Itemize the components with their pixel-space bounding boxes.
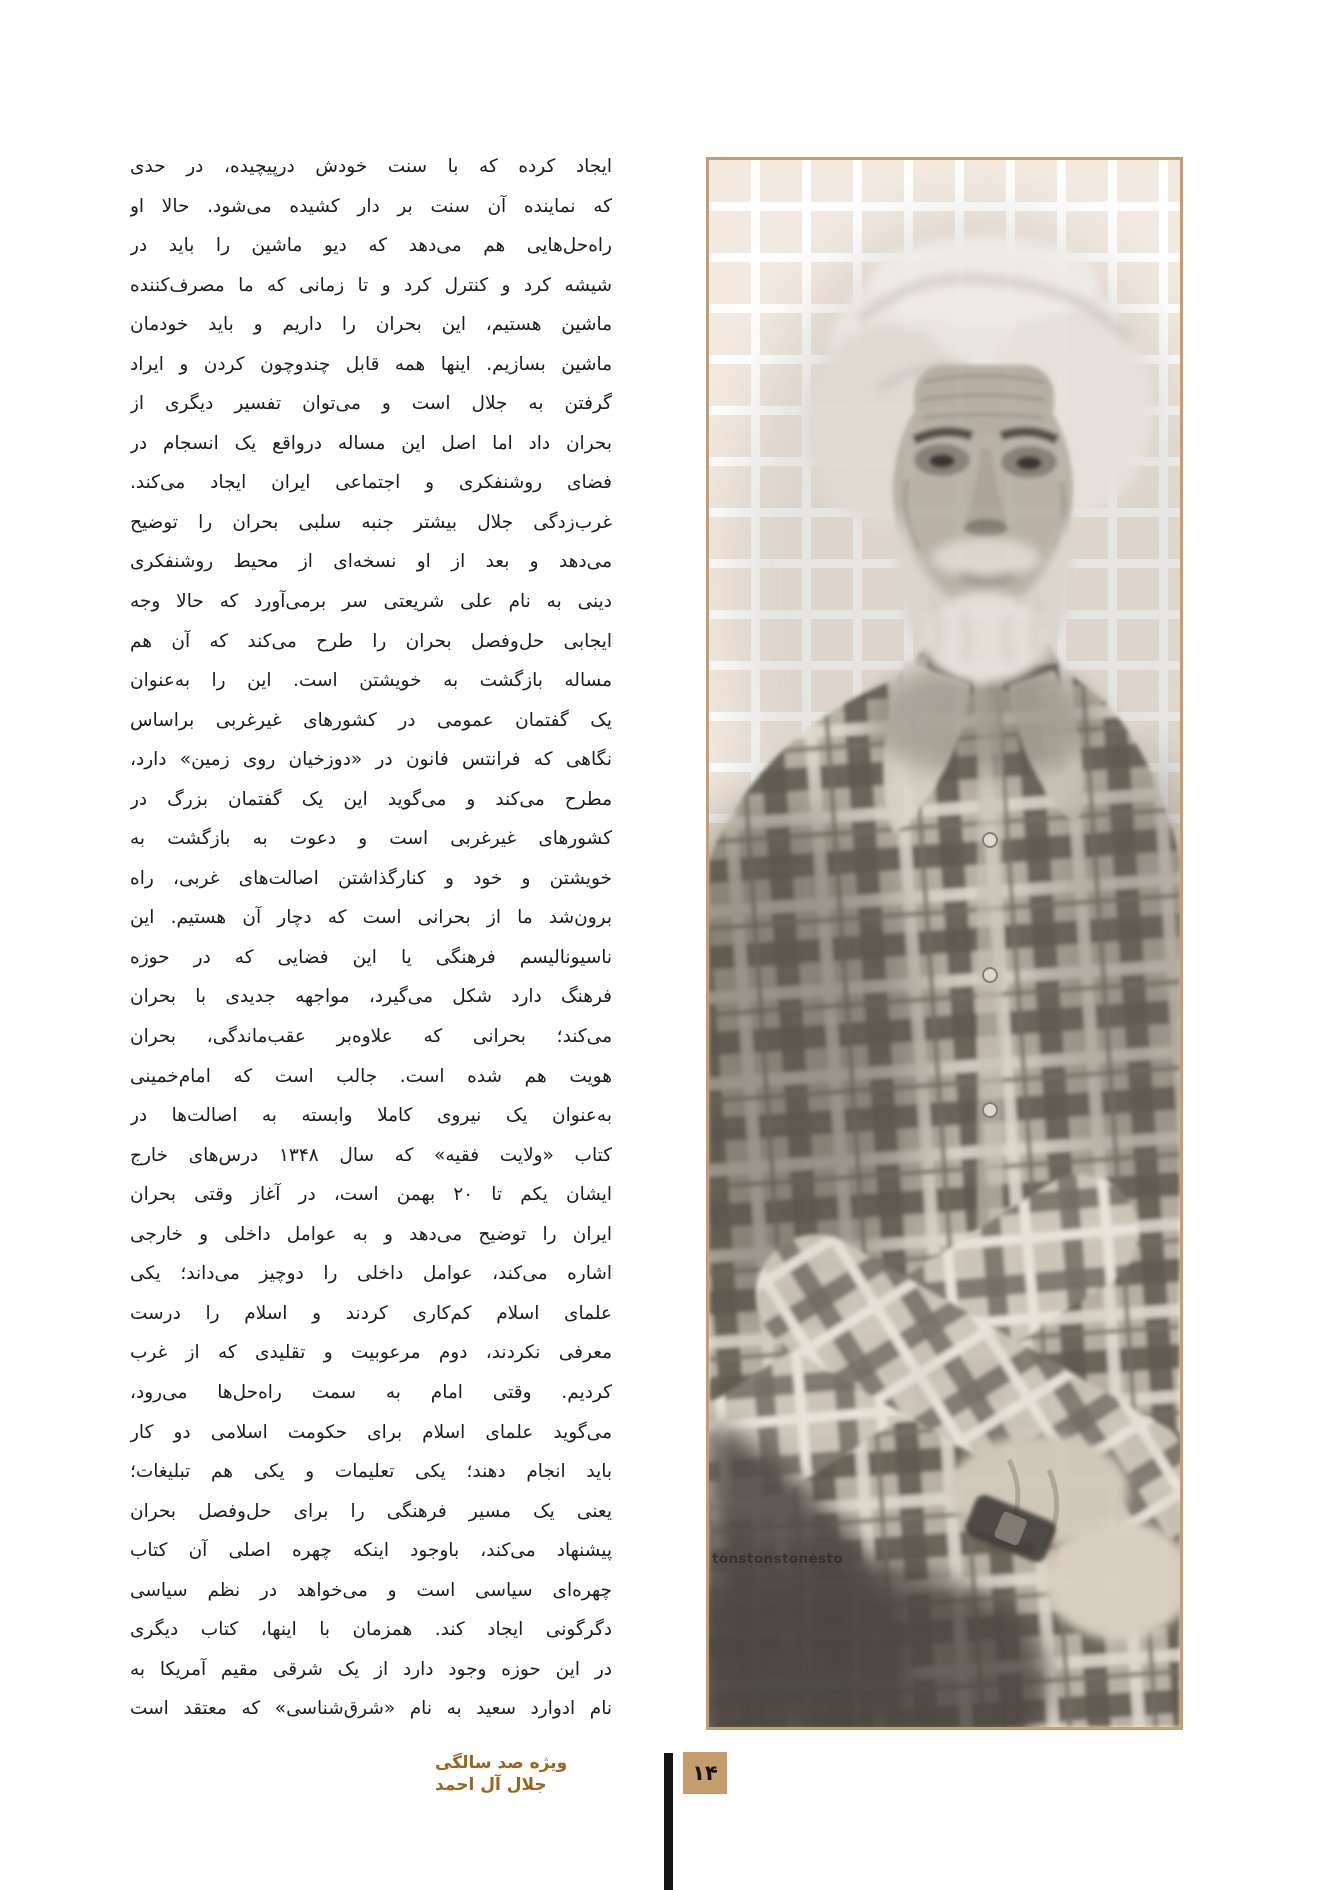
text-line: نام ادوارد سعید به نام «شرق‌شناسی» که معتقد است [130, 1698, 612, 1720]
text-line: در این حوزه وجود دارد از یک شرقی مقیم آمریکا به [130, 1658, 612, 1680]
text-line: ناسیونالیسم فرهنگی یا این فضایی که در حوزه [130, 946, 612, 968]
text-line: دینی به نام علی شریعتی سر برمی‌آورد که حالا وجه [130, 591, 612, 613]
text-line: باید انجام دهند؛ یکی تعلیمات و یکی هم تبلیغات؛ [130, 1461, 612, 1483]
text-line: ایجاد کرده که با سنت خودش درپیچیده، در حدی [130, 156, 612, 177]
text-line: گرفتن به جلال است و می‌توان تفسیر دیگری از [130, 393, 612, 415]
text-line: اشاره می‌کند، عوامل داخلی را دوچیز می‌داند؛ یکی [130, 1263, 612, 1285]
text-line: چهره‌ای سیاسی است و می‌خواهد در نظم سیاسی [130, 1579, 612, 1601]
text-line: برون‌شد ما از بحرانی است که دچار آن هستیم. این [130, 907, 612, 929]
footer-label-line2: جلال آل احمد [435, 1775, 547, 1795]
text-line: ایشان یکم تا ۲۰ بهمن است، در آغاز وقتی بحران [130, 1184, 612, 1206]
text-line: غرب‌زدگی جلال بیشتر جنبه سلبی بحران را توضیح [130, 511, 612, 533]
text-line: فرهنگ دارد شکل می‌گیرد، مواجهه جدیدی با بحران [130, 986, 612, 1008]
text-line: کردیم. وقتی امام به سمت راه‌حل‌ها می‌رود، [130, 1381, 612, 1403]
text-line: علمای اسلام کم‌کاری کردند و اسلام را درست [130, 1302, 612, 1324]
text-line: هویت هم شده است. جالب است که امام‌خمینی [130, 1065, 612, 1087]
text-line: دگرگونی ایجاد کند. همزمان با اینها، کتاب دیگری [130, 1619, 612, 1641]
text-line: ایران را توضیح می‌دهد و به عوامل داخلی و خارجی [130, 1223, 612, 1245]
text-line: می‌گوید علمای اسلام برای حکومت اسلامی دو کار [130, 1421, 612, 1443]
text-line: ماشین هستیم، این بحران را داریم و باید خودمان [130, 314, 612, 336]
text-line: ایجابی حل‌وفصل بحران را طرح می‌کند که آن هم [130, 630, 612, 652]
text-line: کتاب «ولایت فقیه» که سال ۱۳۴۸ درس‌های خارج [130, 1144, 612, 1166]
text-line: معرفی نکردند، دوم مرعوبیت و تقلیدی که از غرب [130, 1342, 612, 1364]
article-text-column [130, 147, 612, 1729]
portrait-group [709, 210, 1180, 1727]
text-line: نگاهی که فرانتس فانون در «دوزخیان روی زمین» دارد، [130, 749, 612, 771]
photo-watermark: tonstonstonesto [712, 1551, 844, 1567]
text-line: یک گفتمان عمومی در کشورهای غیرغربی براساس [130, 709, 612, 731]
text-line: پیشنهاد می‌کند، باوجود اینکه چهره اصلی آن کتاب [130, 1540, 612, 1562]
portrait-photo [706, 157, 1183, 1730]
portrait-illustration [709, 160, 1180, 1727]
text-line: خویشتن و خود و کنارگذاشتن اصالت‌های غربی، راه [130, 867, 612, 889]
footer-divider-bar [664, 1753, 673, 1890]
text-line: که نماینده آن سنت بر دار کشیده می‌شود. حالا او [130, 195, 612, 217]
article-lines [130, 147, 612, 1729]
text-line: مساله بازگشت به خویشتن است. این را به‌عنوان [130, 670, 612, 692]
text-line: ماشین بسازیم. اینها همه قابل چندوچون کردن و ایراد [130, 353, 612, 375]
text-line: می‌دهد و بعد از او نسخه‌ای از محیط روشنفکری [130, 551, 612, 573]
text-line: شیشه کرد و کنترل کرد و تا زمانی که ما مصرف‌کننده [130, 274, 612, 296]
text-line: یعنی یک مسیر فرهنگی را برای حل‌وفصل بحران [130, 1500, 612, 1522]
page-number-badge: ۱۴ [683, 1752, 727, 1794]
footer-label-line1: ویژه صد سالگی [435, 1753, 568, 1773]
text-line: راه‌حل‌هایی هم می‌دهد که دیو ماشین را باید در [130, 235, 612, 257]
text-line: مطرح می‌کند و می‌گوید این یک گفتمان بزرگ در [130, 788, 612, 810]
text-line: می‌کند؛ بحرانی که علاوه‌بر عقب‌ماندگی، بحران [130, 1026, 612, 1048]
text-line: بحران داد اما اصل این مساله درواقع یک انسجام در [130, 432, 612, 454]
text-line: فضای روشنفکری و اجتماعی ایران ایجاد می‌کند. [130, 472, 612, 494]
text-line: کشورهای غیرغربی است و دعوت به بازگشت به [130, 828, 612, 850]
footer-issue-label [435, 1752, 655, 1796]
text-line: به‌عنوان یک نیروی کاملا وابسته به اصالت‌ها در [130, 1105, 612, 1127]
